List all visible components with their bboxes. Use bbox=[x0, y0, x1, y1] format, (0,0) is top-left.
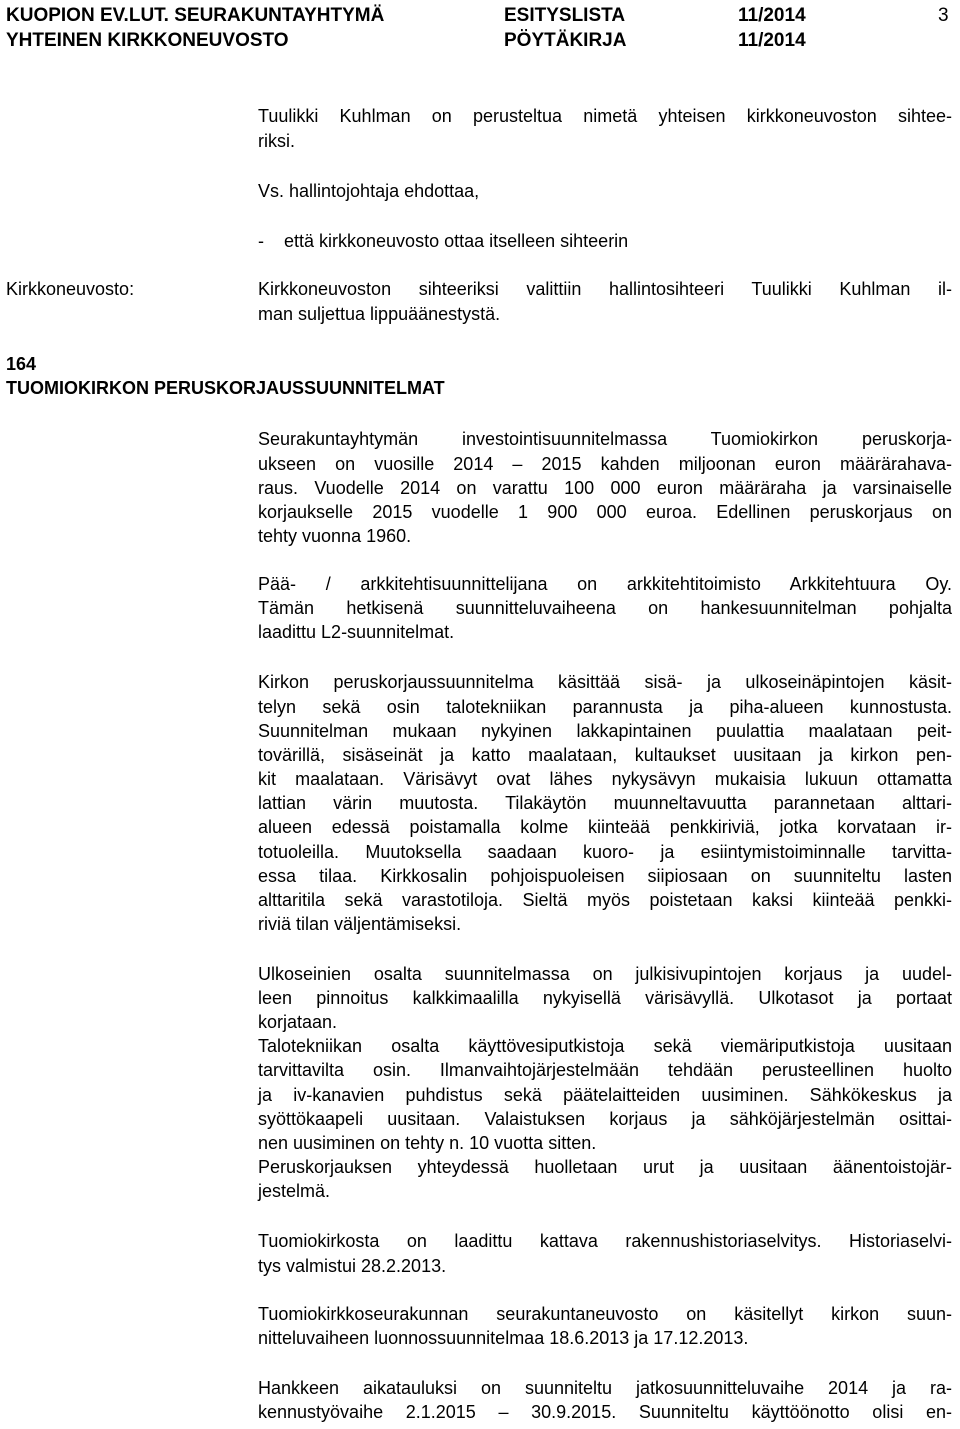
decision-line: man suljettua lippuäänestystä. bbox=[258, 304, 501, 324]
paragraph-line: Talotekniikan osalta käyttövesiputkistoja sekä viemäriputkistoja uusitaan bbox=[258, 1036, 952, 1056]
paragraph-line: Tuomiokirkosta on laadittu kattava rakennushistoriaselvitys. Historiaselvi- bbox=[258, 1231, 952, 1251]
paragraph-line: ukseen on vuosille 2014 – 2015 kahden miljoonan euron määrärahava- bbox=[258, 454, 952, 474]
paragraph-line: tys valmistui 28.2.2013. bbox=[258, 1256, 447, 1276]
paragraph-line: tarvittavilta osin. Ilmanvaihtojärjestelmään tehdään perusteellinen huolto bbox=[258, 1060, 952, 1080]
paragraph-line: kit maalataan. Värisävyt ovat lähes nykysävyn mukaisia lukuun ottamatta bbox=[258, 769, 952, 789]
proposal-bullet: - että kirkkoneuvosto ottaa itselleen sihteerin bbox=[258, 231, 629, 251]
page-number: 3 bbox=[938, 5, 949, 26]
paragraph-line: tehty vuonna 1960. bbox=[258, 526, 412, 546]
paragraph-line: alttaritila sekä varastotiloja. Sieltä myös poistetaan kaksi kiinteää penkki- bbox=[258, 890, 952, 910]
doc-type-minutes: PÖYTÄKIRJA bbox=[504, 30, 627, 51]
paragraph-line: leen pinnoitus kalkkimaalilla nykyisellä värisävyllä. Ulkotasot ja portaat bbox=[258, 988, 952, 1008]
paragraph-line: korjataan. bbox=[258, 1012, 338, 1032]
paragraph-line: essa tilaa. Kirkkosalin pohjoispuoleisen siipiosaan on suunniteltu lasten bbox=[258, 866, 952, 886]
paragraph-line: tovärillä, sisäseinät ja katto maalataan, kultaukset uusitaan ja kirkon pen- bbox=[258, 745, 952, 765]
paragraph-line: Ulkoseinien osalta suunnitelmassa on julkisivupintojen korjaus ja uudel- bbox=[258, 964, 952, 984]
paragraph-line: Tuomiokirkkoseurakunnan seurakuntaneuvosto on käsitellyt kirkon suun- bbox=[258, 1304, 952, 1324]
paragraph-line: Suunnitelman mukaan nykyinen lakkapintainen puulattia maalataan peit- bbox=[258, 721, 952, 741]
paragraph-line: riksi. bbox=[258, 131, 295, 151]
decision-label: Kirkkoneuvosto: bbox=[6, 279, 135, 299]
paragraph-line: kennustyövaihe 2.1.2015 – 30.9.2015. Suunniteltu käyttöönotto olisi en- bbox=[258, 1402, 952, 1422]
org-name-line1: KUOPION EV.LUT. SEURAKUNTAYHTYMÄ bbox=[6, 5, 385, 26]
proposal-line: Vs. hallintojohtaja ehdottaa, bbox=[258, 181, 480, 201]
section-number: 164 bbox=[6, 354, 37, 374]
paragraph-line: alueen edessä poistamalla kolme kiinteää penkkiriviä, jotka korvataan ir- bbox=[258, 817, 952, 837]
paragraph-line: Tämän hetkisenä suunnitteluvaiheena on hankesuunnitelman pohjalta bbox=[258, 598, 952, 618]
paragraph-line: jestelmä. bbox=[258, 1181, 331, 1201]
paragraph-line: riviä tilan väljentämiseksi. bbox=[258, 914, 462, 934]
paragraph-line: ja iv-kanavien puhdistus sekä päätelaitteiden uusiminen. Sähkökeskus ja bbox=[258, 1085, 952, 1105]
paragraph-line: laadittu L2-suunnitelmat. bbox=[258, 622, 455, 642]
doc-type-agenda: ESITYSLISTA bbox=[504, 5, 626, 26]
section-title: TUOMIOKIRKON PERUSKORJAUSSUUNNITELMAT bbox=[6, 378, 445, 398]
paragraph-line: nen uusiminen on tehty n. 10 vuotta sitten. bbox=[258, 1133, 597, 1153]
decision-line: Kirkkoneuvoston sihteeriksi valittiin hallintosihteeri Tuulikki Kuhlman il- bbox=[258, 279, 952, 299]
org-name-line2: YHTEINEN KIRKKONEUVOSTO bbox=[6, 30, 289, 51]
meeting-number: 11/2014 bbox=[738, 5, 806, 26]
paragraph-line: nitteluvaiheen luonnossuunnitelmaa 18.6.2013 ja 17.12.2013. bbox=[258, 1328, 749, 1348]
paragraph-line: Hankkeen aikatauluksi on suunniteltu jatkosuunnitteluvaihe 2014 ja ra- bbox=[258, 1378, 952, 1398]
paragraph-line: Seurakuntayhtymän investointisuunnitelmassa Tuomiokirkon peruskorja- bbox=[258, 429, 952, 449]
meeting-number: 11/2014 bbox=[738, 30, 806, 51]
paragraph-line: totuoleilla. Muutoksella saadaan kuoro- ja esiintymistoiminnalle tarvitta- bbox=[258, 842, 952, 862]
paragraph-line: Pää- / arkkitehtisuunnittelijana on arkkitehtitoimisto Arkkitehtuura Oy. bbox=[258, 574, 952, 594]
paragraph-line: Kirkon peruskorjaussuunnitelma käsittää sisä- ja ulkoseinäpintojen käsit- bbox=[258, 672, 952, 692]
paragraph-line: lattian värin muutosta. Tilakäytön muunneltavuutta parannetaan alttari- bbox=[258, 793, 952, 813]
paragraph-line: Peruskorjauksen yhteydessä huolletaan urut ja uusitaan äänentoistojär- bbox=[258, 1157, 952, 1177]
paragraph-line: telyn sekä osin talotekniikan parannusta ja piha-alueen kunnostusta. bbox=[258, 697, 952, 717]
paragraph-line: raus. Vuodelle 2014 on varattu 100 000 euron määräraha ja varsinaiselle bbox=[258, 478, 952, 498]
paragraph-line: korjaukselle 2015 vuodelle 1 900 000 euroa. Edellinen peruskorjaus on bbox=[258, 502, 952, 522]
paragraph-line: Tuulikki Kuhlman on perusteltua nimetä yhteisen kirkkoneuvoston sihtee- bbox=[258, 106, 952, 126]
paragraph-line: syöttökaapeli uusitaan. Valaistuksen korjaus ja sähköjärjestelmän osittai- bbox=[258, 1109, 952, 1129]
